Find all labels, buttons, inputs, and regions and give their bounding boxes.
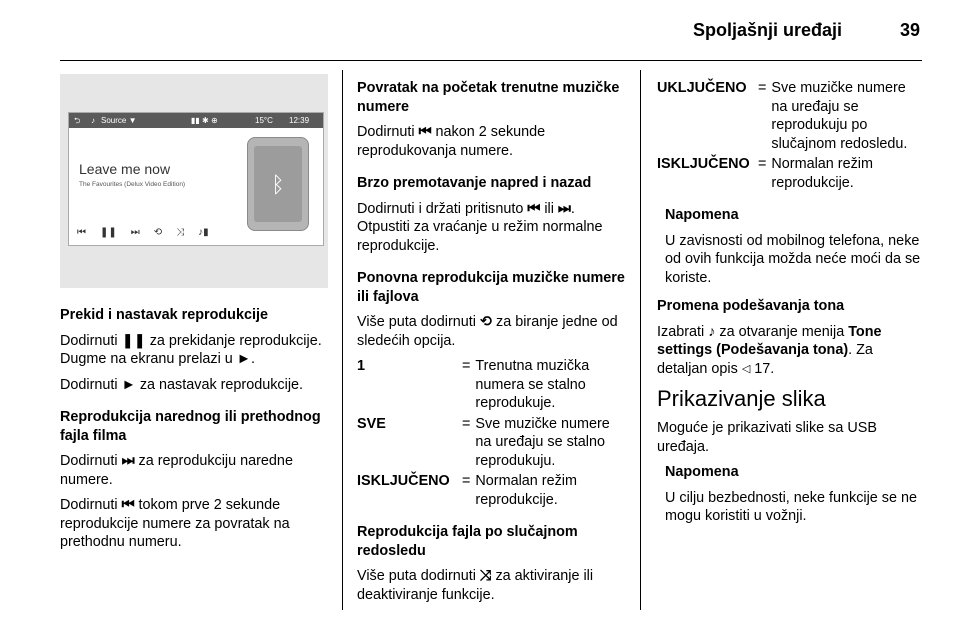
column-3 (657, 79, 922, 533)
paragraph: Dodirnuti ⏭ za reprodukciju naredne numere. (60, 453, 293, 488)
back-icon: ⮌ (74, 116, 81, 125)
shuffle-icon: ⤨ (176, 226, 185, 238)
signal-icon: ▮▮ ✱ ⊕ (191, 116, 218, 125)
bluetooth-icon: ᛒ (271, 172, 285, 197)
equalizer-icon: ♪▮ (198, 226, 209, 238)
paragraph: Dodirnuti ► za nastavak reprodukcije. (60, 376, 304, 393)
prev-track-icon: ⏮ (121, 497, 135, 513)
column-1 (60, 306, 328, 559)
note-box (657, 463, 922, 526)
next-track-icon: ⏭ (121, 453, 135, 469)
note-title: Napomena (665, 464, 739, 480)
pause-icon: ❚❚ (121, 332, 146, 349)
infotainment-screen-illustration (60, 74, 328, 288)
section-heading: Promena podešavanja tona (657, 298, 845, 314)
phone-graphic (247, 137, 309, 231)
paragraph: Dodirnuti ⏮ nakon 2 sekunde reprodukovanja numere. (357, 124, 546, 159)
note-text: U cilju bezbednosti, neke funkcije se ne mogu koristiti u vožnji. (665, 489, 917, 524)
shuffle-icon: ⤨ (479, 568, 492, 584)
definition-row: SVE = Sve muzičke numere na uređaju se stalno reprodukuju. (357, 415, 610, 469)
play-icon: ► (236, 351, 252, 367)
paragraph: Dodirnuti ⏮ tokom prve 2 sekunde reprodukcije numere za povratak na prethodnu numeru. (60, 497, 290, 550)
paragraph: Dodirnuti i držati pritisnuto ⏮ ili ⏭. Otpustiti za vraćanje u režim normalne reprodukcije. (357, 200, 603, 254)
tone-icon: ♪ (708, 323, 716, 340)
menu-name: Tone settings (Podešavanja tona) (657, 323, 882, 358)
music-note-icon: ♪ (91, 116, 95, 125)
temperature-readout: 15°C (255, 116, 273, 125)
paragraph: Više puta dodirnuti ⤨ za aktiviranje ili deaktiviranje funkcije. (357, 568, 594, 603)
song-title: Leave me now (79, 161, 171, 177)
definition-row: ISKLJUČENO = Normalan režim reprodukcije. (657, 156, 873, 191)
definition-row: UKLJUČENO = Sve muzičke numere na uređaju se reprodukuju po slučajnom redosledu. (657, 80, 908, 152)
section-heading: Ponovna reprodukcija muzičke numere ili fajlova (357, 270, 625, 305)
playback-controls (77, 225, 247, 239)
play-icon: ► (121, 376, 136, 393)
page-reference-icon: ◁ (741, 362, 751, 375)
note-title: Napomena (665, 207, 739, 223)
section-heading: Reprodukcija fajla po slučajnom redosledu (357, 524, 578, 559)
status-bar (69, 113, 323, 128)
paragraph: Dodirnuti ❚❚ za prekidanje reprodukcije. Dugme na ekranu prelazi u ►. (60, 332, 322, 367)
prev-track-icon: ⏮ (527, 200, 541, 217)
note-text: U zavisnosti od mobilnog telefona, neke od ovih funkcija možda neće moći da se koriste. (665, 232, 921, 286)
note-box (657, 206, 922, 287)
page-header-title: Spoljašnji uređaji (692, 20, 842, 40)
album-title: The Favourites (Delux Video Edition) (79, 181, 186, 188)
paragraph: Moguće je prikazivati slike sa USB uređaja. (657, 420, 877, 455)
definition-row: 1 = Trenutna muzička numera se stalno reprodukuje. (357, 358, 590, 411)
header-rule (60, 60, 922, 61)
clock-readout: 12:39 (289, 116, 310, 125)
next-track-icon: ⏭ (557, 200, 571, 217)
page-number: 39 (899, 20, 920, 40)
section-heading: Reprodukcija narednog ili prethodnog fajla filma (60, 409, 321, 444)
prev-track-icon: ⏮ (418, 124, 432, 140)
section-heading: Prekid i nastavak reprodukcije (60, 307, 268, 323)
paragraph: Više puta dodirnuti ⟲ za biranje jedne od sledećih opcija. (357, 314, 618, 349)
column-2 (357, 79, 627, 611)
column-divider (342, 70, 343, 610)
paragraph: Izabrati ♪ za otvaranje menija Tone settings (Podešavanja tona). Za detaljan opis ◁ 17. (657, 323, 882, 377)
prev-track-icon: ⏮ (77, 226, 86, 238)
repeat-icon: ⟲ (479, 314, 493, 330)
chapter-heading: Prikazivanje slika (657, 386, 826, 411)
next-track-icon: ⏭ (130, 226, 140, 238)
display-screen (68, 112, 324, 246)
repeat-icon: ⟲ (153, 226, 163, 238)
column-divider (640, 70, 641, 610)
section-heading: Povratak na početak trenutne muzičke numere (357, 80, 620, 115)
source-label: Source ▼ (101, 116, 137, 125)
definition-row: ISKLJUČENO = Normalan režim reprodukcije. (357, 473, 577, 508)
section-heading: Brzo premotavanje napred i nazad (357, 175, 592, 191)
pause-icon: ❚❚ (100, 226, 117, 238)
